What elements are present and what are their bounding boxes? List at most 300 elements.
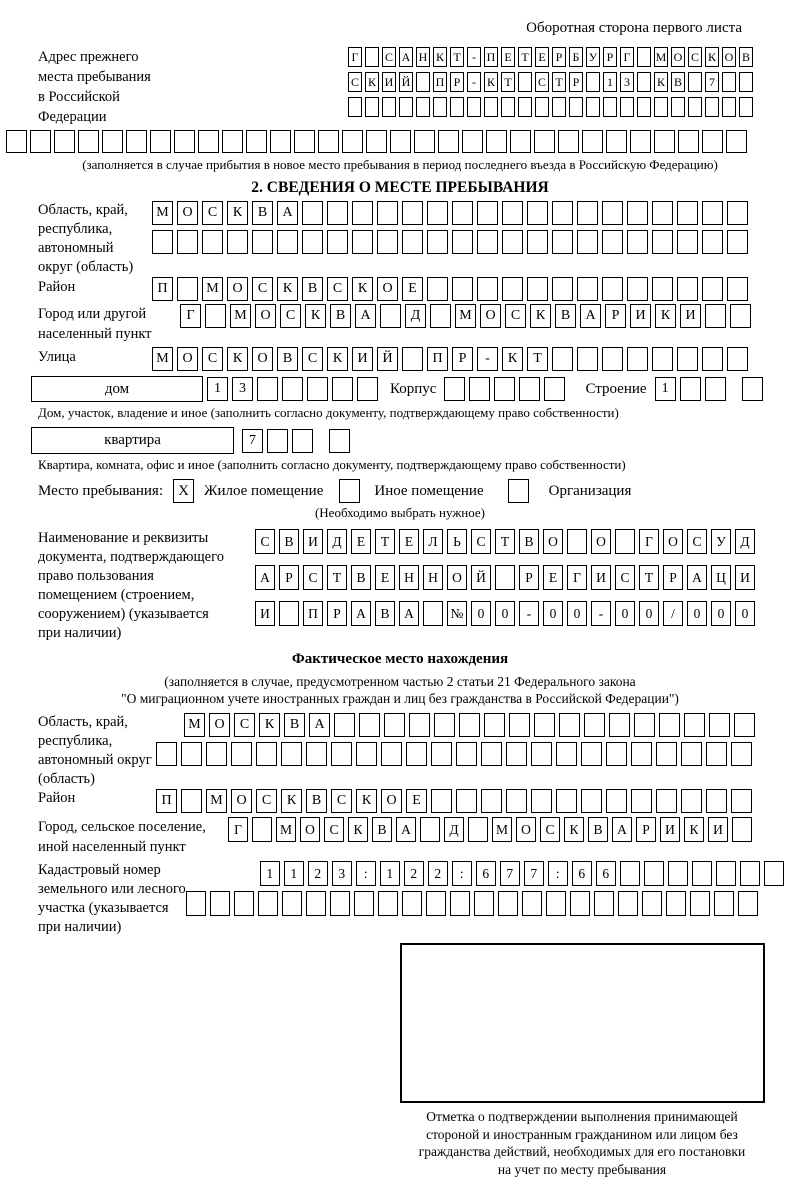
char-box[interactable] — [527, 201, 548, 225]
char-box[interactable] — [734, 713, 755, 737]
char-box[interactable]: К — [654, 72, 668, 92]
char-box[interactable]: 2 — [308, 861, 328, 886]
char-box[interactable]: 7 — [500, 861, 520, 886]
char-box[interactable] — [292, 429, 313, 453]
char-box[interactable] — [702, 347, 723, 371]
char-box[interactable] — [258, 891, 278, 916]
char-box[interactable] — [558, 130, 579, 153]
char-box[interactable] — [581, 742, 602, 766]
char-box[interactable]: И — [735, 565, 755, 590]
char-box[interactable] — [402, 201, 423, 225]
char-box[interactable]: Е — [543, 565, 563, 590]
char-box[interactable] — [270, 130, 291, 153]
char-box[interactable] — [409, 713, 430, 737]
char-box[interactable]: О — [480, 304, 501, 328]
char-box[interactable]: С — [327, 277, 348, 301]
char-box[interactable]: О — [381, 789, 402, 813]
char-box[interactable] — [535, 97, 549, 117]
char-box[interactable] — [256, 742, 277, 766]
char-box[interactable] — [552, 201, 573, 225]
char-box[interactable] — [602, 347, 623, 371]
char-box[interactable] — [577, 347, 598, 371]
char-box[interactable] — [486, 130, 507, 153]
char-box[interactable]: 0 — [639, 601, 659, 626]
char-box[interactable]: Д — [327, 529, 347, 554]
char-box[interactable] — [552, 230, 573, 254]
char-box[interactable] — [469, 377, 490, 401]
char-box[interactable] — [462, 130, 483, 153]
char-box[interactable]: С — [202, 201, 223, 225]
char-box[interactable]: И — [591, 565, 611, 590]
char-box[interactable] — [498, 891, 518, 916]
char-box[interactable]: Т — [518, 47, 532, 67]
char-box[interactable] — [727, 347, 748, 371]
char-box[interactable]: К — [705, 47, 719, 67]
char-box[interactable]: А — [399, 47, 413, 67]
char-box[interactable]: Е — [501, 47, 515, 67]
char-box[interactable]: Т — [639, 565, 659, 590]
char-box[interactable] — [652, 201, 673, 225]
char-box[interactable] — [702, 230, 723, 254]
char-box[interactable]: В — [739, 47, 753, 67]
char-box[interactable] — [727, 201, 748, 225]
char-box[interactable] — [534, 130, 555, 153]
char-box[interactable] — [359, 713, 380, 737]
char-box[interactable] — [606, 742, 627, 766]
char-box[interactable] — [416, 72, 430, 92]
char-box[interactable] — [282, 377, 303, 401]
char-box[interactable]: Б — [569, 47, 583, 67]
char-box[interactable] — [327, 201, 348, 225]
char-box[interactable] — [552, 277, 573, 301]
char-box[interactable]: М — [455, 304, 476, 328]
char-box[interactable] — [602, 201, 623, 225]
char-box[interactable] — [302, 230, 323, 254]
char-box[interactable] — [177, 230, 198, 254]
char-box[interactable]: Г — [180, 304, 201, 328]
char-box[interactable]: И — [352, 347, 373, 371]
char-box[interactable] — [234, 891, 254, 916]
char-box[interactable]: Т — [327, 565, 347, 590]
char-box[interactable] — [606, 130, 627, 153]
char-box[interactable]: Р — [450, 72, 464, 92]
char-box[interactable] — [722, 72, 736, 92]
char-box[interactable]: С — [202, 347, 223, 371]
char-box[interactable]: И — [630, 304, 651, 328]
char-box[interactable]: К — [502, 347, 523, 371]
char-box[interactable]: 0 — [615, 601, 635, 626]
char-box[interactable]: 7 — [524, 861, 544, 886]
char-box[interactable]: В — [306, 789, 327, 813]
char-box[interactable]: 0 — [495, 601, 515, 626]
char-box[interactable] — [726, 130, 747, 153]
char-box[interactable]: С — [505, 304, 526, 328]
char-box[interactable]: 0 — [567, 601, 587, 626]
char-box[interactable]: 1 — [260, 861, 280, 886]
char-box[interactable] — [714, 891, 734, 916]
char-box[interactable]: П — [484, 47, 498, 67]
char-box[interactable] — [365, 47, 379, 67]
char-box[interactable]: В — [375, 601, 395, 626]
char-box[interactable] — [402, 891, 422, 916]
char-box[interactable]: 1 — [603, 72, 617, 92]
char-box[interactable] — [702, 277, 723, 301]
char-box[interactable] — [567, 529, 587, 554]
char-box[interactable]: М — [202, 277, 223, 301]
char-box[interactable] — [431, 789, 452, 813]
char-box[interactable]: В — [279, 529, 299, 554]
char-box[interactable]: 0 — [735, 601, 755, 626]
char-box[interactable] — [630, 130, 651, 153]
char-box[interactable]: / — [663, 601, 683, 626]
char-box[interactable]: А — [309, 713, 330, 737]
char-box[interactable]: 0 — [687, 601, 707, 626]
char-box[interactable] — [668, 861, 688, 886]
char-box[interactable] — [705, 304, 726, 328]
char-box[interactable] — [652, 347, 673, 371]
char-box[interactable]: А — [687, 565, 707, 590]
char-box[interactable]: У — [711, 529, 731, 554]
char-box[interactable] — [306, 891, 326, 916]
char-box[interactable]: Е — [375, 565, 395, 590]
char-box[interactable] — [332, 377, 353, 401]
char-box[interactable] — [198, 130, 219, 153]
char-box[interactable] — [102, 130, 123, 153]
char-box[interactable] — [306, 742, 327, 766]
char-box[interactable]: И — [303, 529, 323, 554]
char-box[interactable] — [438, 130, 459, 153]
organization-checkbox[interactable] — [508, 479, 529, 503]
char-box[interactable]: К — [684, 817, 704, 842]
char-box[interactable]: С — [348, 72, 362, 92]
char-box[interactable] — [282, 891, 302, 916]
char-box[interactable]: Д — [444, 817, 464, 842]
char-box[interactable] — [452, 277, 473, 301]
char-box[interactable] — [692, 861, 712, 886]
char-box[interactable]: М — [184, 713, 205, 737]
char-box[interactable] — [706, 789, 727, 813]
char-box[interactable] — [384, 713, 405, 737]
char-box[interactable]: Н — [416, 47, 430, 67]
char-box[interactable] — [727, 277, 748, 301]
char-box[interactable]: 0 — [471, 601, 491, 626]
char-box[interactable]: 0 — [711, 601, 731, 626]
char-box[interactable]: Г — [228, 817, 248, 842]
char-box[interactable]: Р — [636, 817, 656, 842]
char-box[interactable] — [352, 230, 373, 254]
char-box[interactable]: Р — [603, 47, 617, 67]
char-box[interactable] — [426, 891, 446, 916]
char-box[interactable] — [377, 230, 398, 254]
char-box[interactable]: К — [352, 277, 373, 301]
char-box[interactable]: О — [209, 713, 230, 737]
char-box[interactable] — [519, 377, 540, 401]
char-box[interactable]: А — [399, 601, 419, 626]
char-box[interactable]: Е — [406, 789, 427, 813]
char-box[interactable]: 1 — [207, 377, 228, 401]
char-box[interactable]: В — [252, 201, 273, 225]
char-box[interactable]: 7 — [242, 429, 263, 453]
char-box[interactable] — [414, 130, 435, 153]
char-box[interactable]: П — [433, 72, 447, 92]
char-box[interactable] — [467, 97, 481, 117]
char-box[interactable]: К — [433, 47, 447, 67]
char-box[interactable] — [481, 789, 502, 813]
char-box[interactable]: К — [655, 304, 676, 328]
char-box[interactable] — [569, 97, 583, 117]
other-premises-checkbox[interactable] — [339, 479, 360, 503]
char-box[interactable]: 2 — [404, 861, 424, 886]
char-box[interactable] — [152, 230, 173, 254]
char-box[interactable] — [678, 130, 699, 153]
char-box[interactable]: В — [671, 72, 685, 92]
char-box[interactable]: В — [330, 304, 351, 328]
char-box[interactable] — [277, 230, 298, 254]
char-box[interactable]: 6 — [572, 861, 592, 886]
char-box[interactable] — [684, 713, 705, 737]
char-box[interactable] — [354, 891, 374, 916]
char-box[interactable] — [652, 230, 673, 254]
char-box[interactable] — [177, 277, 198, 301]
char-box[interactable] — [586, 72, 600, 92]
char-box[interactable] — [584, 713, 605, 737]
char-box[interactable] — [594, 891, 614, 916]
char-box[interactable]: 6 — [596, 861, 616, 886]
char-box[interactable]: Д — [405, 304, 426, 328]
char-box[interactable] — [452, 230, 473, 254]
char-box[interactable] — [434, 713, 455, 737]
char-box[interactable] — [377, 201, 398, 225]
char-box[interactable]: О — [543, 529, 563, 554]
char-box[interactable]: 1 — [284, 861, 304, 886]
char-box[interactable] — [281, 742, 302, 766]
char-box[interactable]: О — [177, 347, 198, 371]
char-box[interactable]: В — [372, 817, 392, 842]
char-box[interactable]: А — [255, 565, 275, 590]
char-box[interactable]: П — [156, 789, 177, 813]
char-box[interactable] — [577, 277, 598, 301]
char-box[interactable] — [556, 742, 577, 766]
char-box[interactable]: Р — [452, 347, 473, 371]
char-box[interactable] — [510, 130, 531, 153]
char-box[interactable] — [495, 565, 515, 590]
char-box[interactable] — [681, 742, 702, 766]
char-box[interactable] — [582, 130, 603, 153]
char-box[interactable] — [257, 377, 278, 401]
char-box[interactable] — [327, 230, 348, 254]
char-box[interactable]: К — [281, 789, 302, 813]
char-box[interactable] — [727, 230, 748, 254]
char-box[interactable] — [620, 97, 634, 117]
char-box[interactable]: О — [671, 47, 685, 67]
char-box[interactable]: Р — [327, 601, 347, 626]
char-box[interactable]: 1 — [655, 377, 676, 401]
char-box[interactable] — [552, 97, 566, 117]
char-box[interactable]: - — [477, 347, 498, 371]
char-box[interactable]: Т — [495, 529, 515, 554]
char-box[interactable] — [502, 230, 523, 254]
char-box[interactable] — [677, 277, 698, 301]
char-box[interactable] — [420, 817, 440, 842]
char-box[interactable] — [552, 347, 573, 371]
char-box[interactable]: А — [580, 304, 601, 328]
char-box[interactable] — [452, 201, 473, 225]
char-box[interactable] — [431, 742, 452, 766]
char-box[interactable] — [186, 891, 206, 916]
char-box[interactable] — [444, 377, 465, 401]
char-box[interactable] — [501, 97, 515, 117]
char-box[interactable]: В — [302, 277, 323, 301]
char-box[interactable]: А — [612, 817, 632, 842]
char-box[interactable] — [527, 230, 548, 254]
char-box[interactable]: С — [255, 529, 275, 554]
char-box[interactable] — [666, 891, 686, 916]
char-box[interactable] — [738, 891, 758, 916]
char-box[interactable]: - — [591, 601, 611, 626]
char-box[interactable]: К — [305, 304, 326, 328]
char-box[interactable]: № — [447, 601, 467, 626]
char-box[interactable]: М — [152, 201, 173, 225]
char-box[interactable] — [206, 742, 227, 766]
char-box[interactable]: Н — [399, 565, 419, 590]
char-box[interactable]: К — [365, 72, 379, 92]
char-box[interactable] — [450, 891, 470, 916]
char-box[interactable] — [231, 742, 252, 766]
char-box[interactable] — [246, 130, 267, 153]
char-box[interactable] — [202, 230, 223, 254]
char-box[interactable] — [742, 377, 763, 401]
char-box[interactable]: Т — [501, 72, 515, 92]
char-box[interactable] — [577, 201, 598, 225]
char-box[interactable]: П — [152, 277, 173, 301]
char-box[interactable]: Р — [519, 565, 539, 590]
char-box[interactable] — [627, 277, 648, 301]
char-box[interactable]: О — [447, 565, 467, 590]
char-box[interactable] — [656, 789, 677, 813]
char-box[interactable] — [659, 713, 680, 737]
char-box[interactable] — [615, 529, 635, 554]
char-box[interactable]: О — [300, 817, 320, 842]
char-box[interactable]: И — [680, 304, 701, 328]
char-box[interactable]: О — [377, 277, 398, 301]
char-box[interactable]: С — [302, 347, 323, 371]
char-box[interactable]: С — [687, 529, 707, 554]
char-box[interactable] — [556, 789, 577, 813]
char-box[interactable]: Д — [735, 529, 755, 554]
char-box[interactable]: Р — [552, 47, 566, 67]
char-box[interactable] — [620, 861, 640, 886]
char-box[interactable]: О — [231, 789, 252, 813]
char-box[interactable]: С — [303, 565, 323, 590]
char-box[interactable] — [318, 130, 339, 153]
char-box[interactable]: В — [284, 713, 305, 737]
char-box[interactable]: Е — [402, 277, 423, 301]
char-box[interactable]: С — [540, 817, 560, 842]
char-box[interactable] — [399, 97, 413, 117]
char-box[interactable]: В — [277, 347, 298, 371]
char-box[interactable]: Т — [375, 529, 395, 554]
char-box[interactable] — [302, 201, 323, 225]
char-box[interactable]: Г — [567, 565, 587, 590]
char-box[interactable]: Р — [605, 304, 626, 328]
char-box[interactable] — [390, 130, 411, 153]
char-box[interactable]: 3 — [620, 72, 634, 92]
char-box[interactable] — [764, 861, 784, 886]
char-box[interactable] — [637, 47, 651, 67]
char-box[interactable]: У — [586, 47, 600, 67]
char-box[interactable] — [402, 347, 423, 371]
char-box[interactable]: В — [351, 565, 371, 590]
char-box[interactable]: С — [615, 565, 635, 590]
char-box[interactable]: М — [654, 47, 668, 67]
char-box[interactable]: Й — [399, 72, 413, 92]
char-box[interactable] — [427, 277, 448, 301]
char-box[interactable]: Ц — [711, 565, 731, 590]
char-box[interactable]: К — [327, 347, 348, 371]
char-box[interactable] — [642, 891, 662, 916]
char-box[interactable] — [602, 277, 623, 301]
char-box[interactable] — [606, 789, 627, 813]
char-box[interactable] — [706, 742, 727, 766]
char-box[interactable] — [634, 713, 655, 737]
char-box[interactable] — [654, 130, 675, 153]
char-box[interactable] — [456, 742, 477, 766]
char-box[interactable] — [484, 97, 498, 117]
char-box[interactable] — [677, 347, 698, 371]
char-box[interactable] — [356, 742, 377, 766]
char-box[interactable]: К — [530, 304, 551, 328]
char-box[interactable] — [307, 377, 328, 401]
char-box[interactable] — [380, 304, 401, 328]
char-box[interactable] — [716, 861, 736, 886]
char-box[interactable] — [54, 130, 75, 153]
char-box[interactable] — [366, 130, 387, 153]
char-box[interactable] — [494, 377, 515, 401]
char-box[interactable]: К — [277, 277, 298, 301]
char-box[interactable]: : — [452, 861, 472, 886]
char-box[interactable] — [267, 429, 288, 453]
char-box[interactable]: М — [276, 817, 296, 842]
char-box[interactable] — [402, 230, 423, 254]
char-box[interactable] — [644, 861, 664, 886]
char-box[interactable]: О — [177, 201, 198, 225]
char-box[interactable]: Р — [279, 565, 299, 590]
char-box[interactable] — [739, 72, 753, 92]
char-box[interactable]: С — [688, 47, 702, 67]
char-box[interactable] — [722, 97, 736, 117]
char-box[interactable]: О — [227, 277, 248, 301]
char-box[interactable] — [740, 861, 760, 886]
char-box[interactable] — [570, 891, 590, 916]
char-box[interactable] — [603, 97, 617, 117]
char-box[interactable]: Е — [399, 529, 419, 554]
char-box[interactable]: - — [519, 601, 539, 626]
char-box[interactable] — [705, 97, 719, 117]
char-box[interactable]: 3 — [332, 861, 352, 886]
char-box[interactable]: И — [382, 72, 396, 92]
char-box[interactable] — [705, 377, 726, 401]
char-box[interactable] — [506, 789, 527, 813]
char-box[interactable] — [581, 789, 602, 813]
char-box[interactable]: О — [591, 529, 611, 554]
char-box[interactable] — [702, 201, 723, 225]
char-box[interactable]: А — [396, 817, 416, 842]
char-box[interactable] — [618, 891, 638, 916]
char-box[interactable] — [156, 742, 177, 766]
char-box[interactable]: С — [471, 529, 491, 554]
char-box[interactable]: Т — [527, 347, 548, 371]
char-box[interactable] — [459, 713, 480, 737]
